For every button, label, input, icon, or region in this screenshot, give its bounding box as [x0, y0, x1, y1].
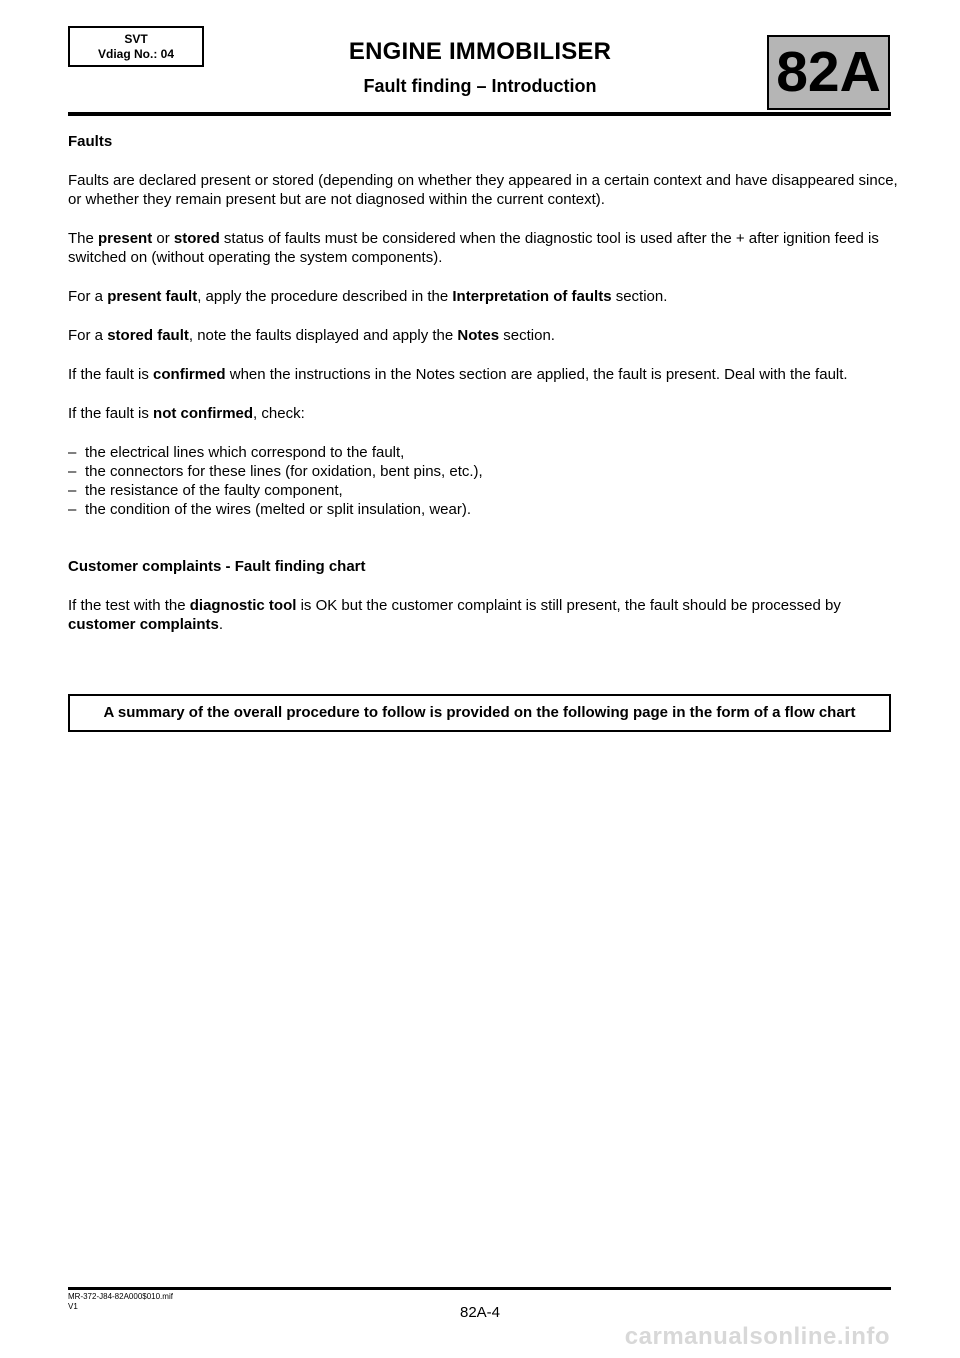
- svt-label: SVT: [124, 32, 148, 46]
- page-number: 82A-4: [459, 1304, 501, 1321]
- faults-para-3: [68, 287, 898, 306]
- summary-note-box: A summary of the overall procedure to follow is provided on the following page in the form of a flow chart: [68, 694, 891, 732]
- dash-bullet: –: [68, 444, 77, 461]
- text-run: status of faults must be considered when the diagnostic tool is used after the + after ignition feed is switched on (without operating the system components).: [68, 230, 879, 266]
- list-item: [68, 462, 898, 481]
- text-run: For a: [68, 288, 108, 305]
- footer-divider: [68, 1287, 891, 1290]
- bold-term: not confirmed: [153, 405, 254, 422]
- text-run: For a: [68, 327, 108, 344]
- text-run: , note the faults displayed and apply the: [188, 327, 458, 344]
- list-item-text: the resistance of the faulty component,: [85, 482, 343, 499]
- section-code-badge: 82A: [767, 35, 890, 110]
- bold-term: present: [98, 230, 153, 247]
- bold-term: customer complaints: [68, 616, 219, 633]
- version-label: V1: [68, 1302, 78, 1311]
- text-run: or: [152, 230, 174, 247]
- file-reference: MR-372-J84-82A000$010.mif: [68, 1292, 173, 1301]
- text-run: when the instructions in the Notes section are applied, the fault is present. Deal with the fault.: [225, 366, 848, 383]
- page-subtitle: Fault finding – Introduction: [363, 76, 597, 96]
- page-title: ENGINE IMMOBILISER: [348, 38, 612, 65]
- check-list: [68, 443, 898, 519]
- text-run: , check:: [253, 405, 305, 422]
- text-run: The: [68, 230, 99, 247]
- bold-term: confirmed: [153, 366, 226, 383]
- bold-term: stored fault: [107, 327, 189, 344]
- watermark: carmanualsonline.info: [624, 1323, 890, 1350]
- faults-para-5: [68, 365, 898, 384]
- bold-term: Notes: [457, 327, 500, 344]
- text-run: is OK but the customer complaint is still present, the fault should be processed by: [296, 597, 841, 614]
- faults-para-6: [68, 404, 898, 423]
- faults-para-4: [68, 326, 898, 345]
- list-item-text: the connectors for these lines (for oxidation, bent pins, etc.),: [85, 463, 483, 480]
- text-run: If the fault is: [68, 366, 154, 383]
- bold-term: present fault: [107, 288, 198, 305]
- text-run: .: [218, 616, 224, 633]
- list-item-text: the electrical lines which correspond to the fault,: [85, 444, 405, 461]
- dash-bullet: –: [68, 463, 77, 480]
- dash-bullet: –: [68, 482, 77, 499]
- faults-heading: Faults: [68, 133, 113, 150]
- list-item: [68, 481, 898, 500]
- spacer: [68, 519, 898, 538]
- text-run: section.: [499, 327, 555, 344]
- text-run: , apply the procedure described in the: [197, 288, 453, 305]
- list-item: [68, 500, 898, 519]
- faults-para-1: Faults are declared present or stored (depending on whether they appeared in a certain context and have disappeared since, or whether they remain present but are not diagnosed within the current context).: [68, 172, 898, 208]
- dash-bullet: –: [68, 501, 77, 518]
- bold-term: Interpretation of faults: [452, 288, 612, 305]
- bold-term: diagnostic tool: [189, 597, 297, 614]
- faults-para-2: [68, 229, 898, 267]
- text-run: If the fault is: [68, 405, 154, 422]
- complaints-heading: Customer complaints - Fault finding chart: [68, 558, 366, 575]
- document-body: [68, 132, 898, 654]
- vdiag-label: Vdiag No.: 04: [97, 47, 174, 61]
- text-run: section.: [611, 288, 668, 305]
- text-run: If the test with the: [68, 597, 190, 614]
- spacer: [68, 538, 898, 557]
- header-divider: [68, 112, 891, 116]
- list-item-text: the condition of the wires (melted or split insulation, wear).: [85, 501, 472, 518]
- complaints-para: [68, 596, 898, 634]
- list-item: [68, 443, 898, 462]
- bold-term: stored: [173, 230, 220, 247]
